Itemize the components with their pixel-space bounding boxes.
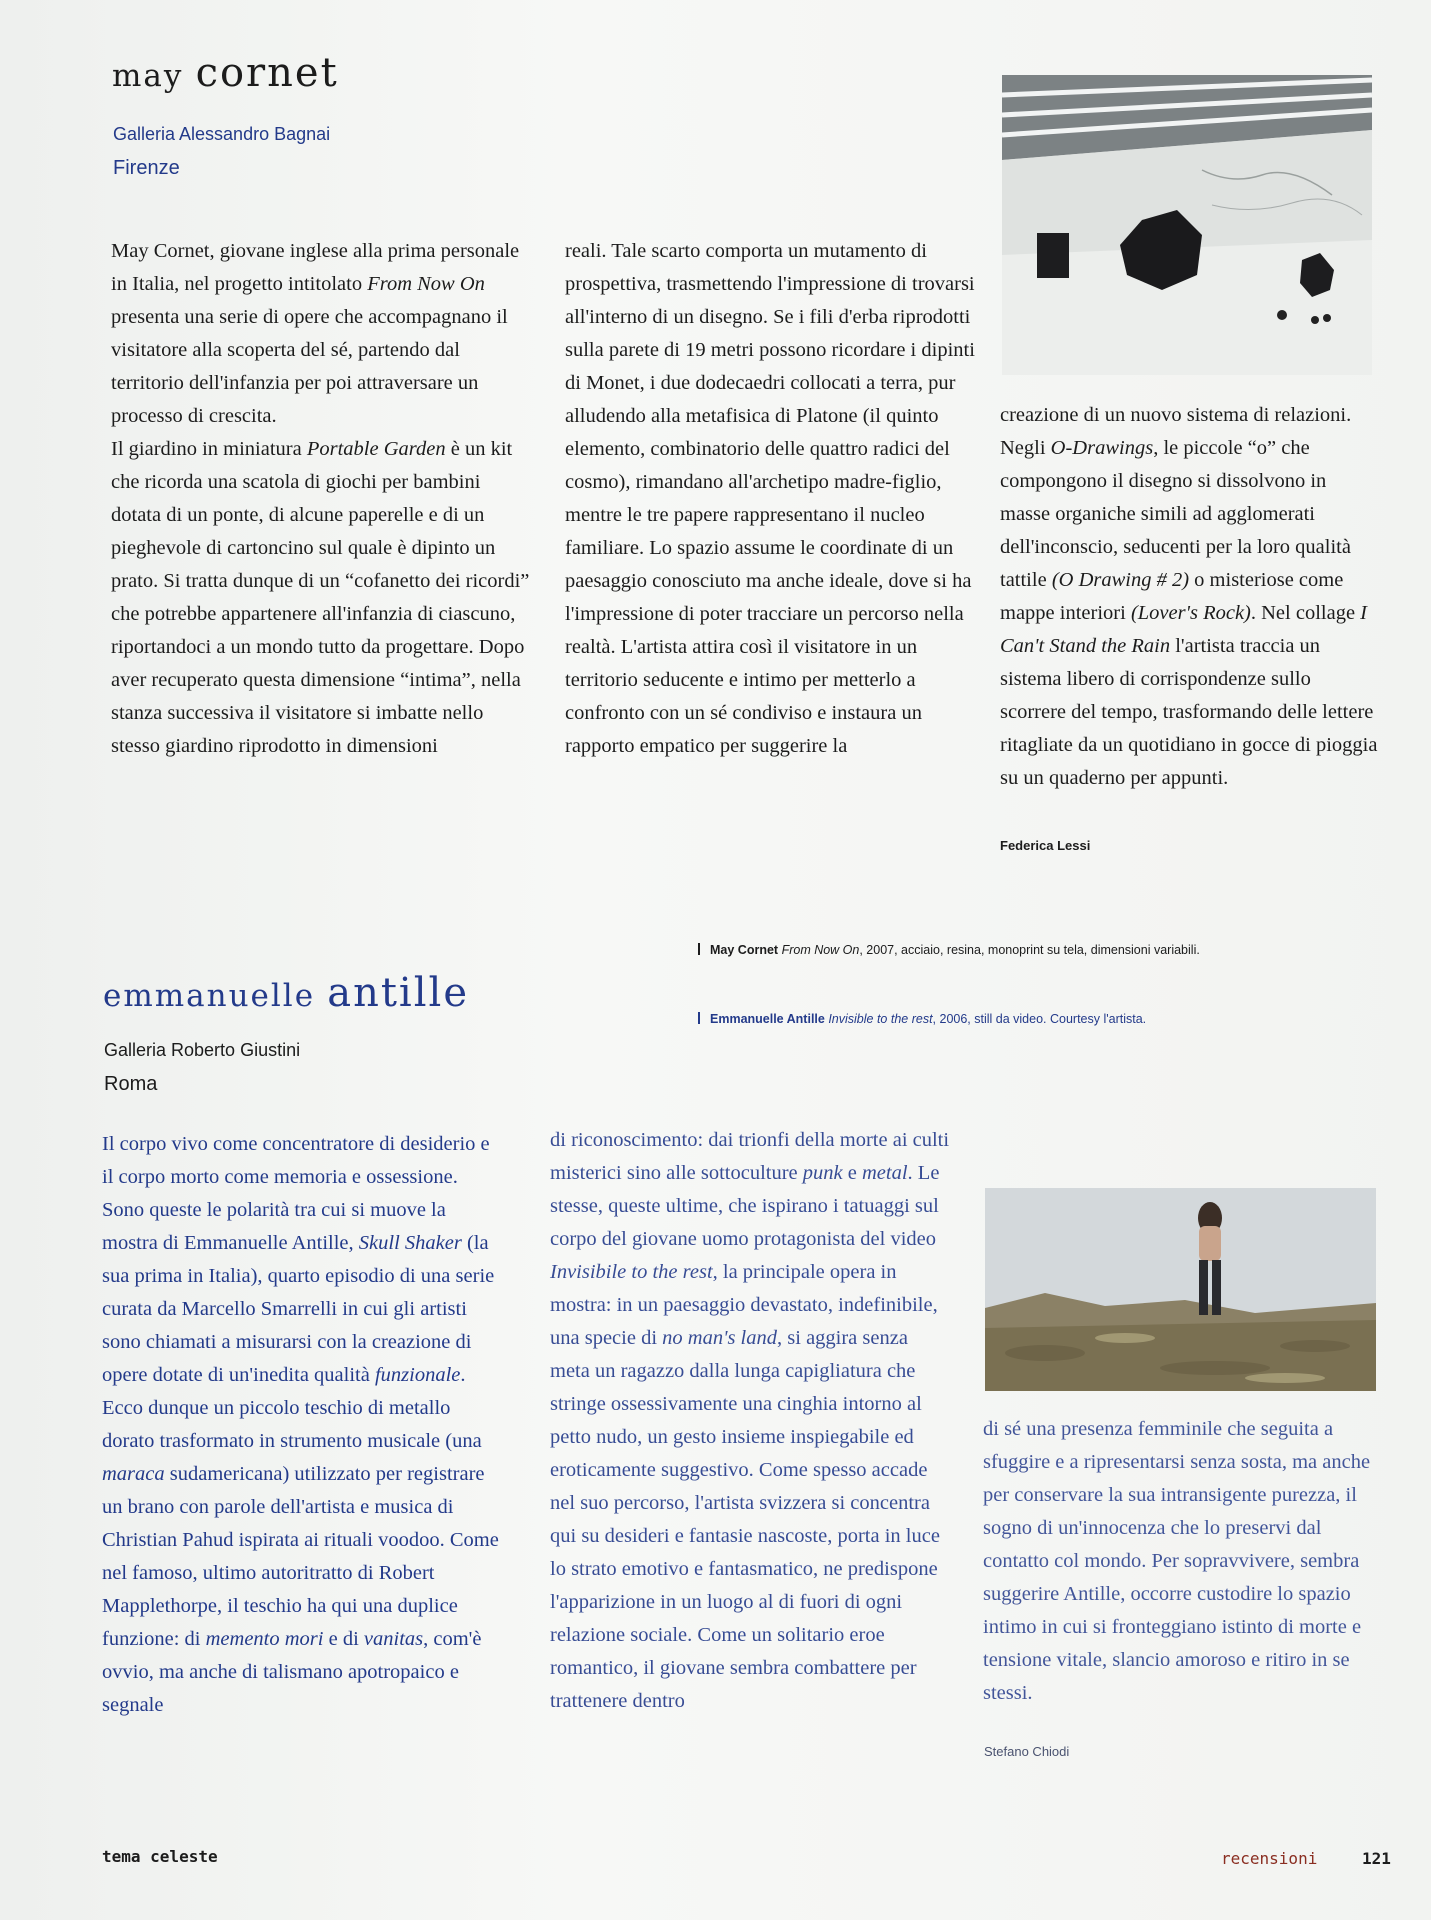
review2-column-1: Il corpo vivo come concentratore di desiderio e il corpo morto come memoria e ossessione. Sono queste le polarità tra cui si muove la mostra di Emmanuelle Antille, Skull Shaker (la sua prima in Italia), quarto episodio di una serie curata da Marcello Smarrelli in cui gli artisti sono chiamati a misurarsi con la creazione di opere dotate di un'inedita qualità funzionale. Ecco dunque un piccolo teschio di metallo dorato trasformato in strumento musicale (una maraca sudamericana) utilizzato per registrare un brano con parole dell'artista e musica di Christian Pahud ispirata ai rituali voodoo. Come nel famoso, ultimo autoritratto di Robert Mapplethorpe, il teschio ha qui una duplice funzione: di memento mori e di vanitas, com'è ovvio, ma anche di talismano apotropaico e segnale (102, 1133, 499, 1716)
magazine-name: tema celeste (102, 1847, 218, 1866)
review1-column-3: creazione di un nuovo sistema di relazioni. Negli O-Drawings, le piccole “o” che compongono il disegno si dissolvono in masse organiche simili ad agglomerati dell'inconscio, seducenti per la loro qualità tattile (O Drawing # 2) o misteriose come mappe interiori (Lover's Rock). Nel collage I Can't Stand the Rain l'artista traccia un sistema libero di corrispondenze sullo scorrere del tempo, trasformando delle lettere ritagliate da un quotidiano in gocce di pioggia su un quaderno per appunti. (1000, 404, 1378, 789)
title-first-name: emmanuelle (103, 978, 316, 1014)
review2-column-3: di sé una presenza femminile che seguita a sfuggire e a ripresentarsi senza sosta, ma anche per conservare la sua intransigente purezza, il sogno di un'innocenza che lo preservi dal contatto col mondo. Per sopravvivere, sembra suggerire Antille, occorre custodire lo spazio intimo in cui si fronteggiano istinto di morte e tensione vitale, slancio amoroso e ritiro in se stessi. (983, 1418, 1371, 1704)
photo-caption-may-cornet: May Cornet From Now On, 2007, acciaio, resina, monoprint su tela, dimensioni variabili. (698, 943, 1200, 957)
city-name: Roma (104, 1073, 158, 1095)
review2-column-2: di riconoscimento: dai trionfi della morte ai culti misterici sino alle sottoculture punk e metal. Le stesse, queste ultime, che ispirano i tatuaggi sul corpo del giovane uomo protagonista del video Invisibile to the rest, la principale opera in mostra: in un paesaggio devastato, indefinibile, una specie di no man's land, si aggira senza meta un ragazzo dalla lunga capigliatura che stringe ossessivamente una cinghia intorno al petto nudo, un gesto insieme inspiegabile ed eroticamente suggestivo. Come spesso accade nel suo percorso, l'artista svizzera si concentra qui su desideri e fantasie nascoste, porta in luce lo strato emotivo e fantasmatico, ne predispone l'apparizione in un luogo al di fuori di ogni relazione sociale. Come un solitario eroe romantico, il giovane sembra combattere per trattenere dentro (550, 1129, 950, 1712)
photo-caption-emmanuelle-antille: Emmanuelle Antille Invisible to the rest, 2006, still da video. Courtesy l'artista. (698, 1012, 1146, 1026)
review-title-emmanuelle-antille (103, 970, 469, 1016)
video-still-photo (985, 1188, 1376, 1391)
review-title-may-cornet (112, 50, 339, 96)
page-number: 121 (1362, 1849, 1391, 1868)
review1-column-2: reali. Tale scarto comporta un mutamento di prospettiva, trasmettendo l'impressione di trovarsi all'interno di un disegno. Se i fili d'erba riprodotti sulla parete di 19 metri possono ricordare i dipinti di Monet, i due dodecaedri collocati a terra, pur alludendo alla metafisica di Platone (il quinto elemento, combinatorio delle quattro radici del cosmo), rimandano all'archetipo madre-figlio, mentre le tre papere rappresentano il nucleo familiare. Lo spazio assume le coordinate di un paesaggio conosciuto ma anche ideale, dove si ha l'impressione di poter tracciare un percorso nella realtà. L'artista attira così il visitatore in un territorio seducente e intimo per metterlo a confronto con un sé condiviso e instaura un rapporto empatico per suggerire la (565, 240, 975, 757)
title-last-name: antille (327, 970, 469, 1016)
gallery-name: Galleria Roberto Giustini (104, 1040, 301, 1060)
review1-column-1: May Cornet, giovane inglese alla prima personale in Italia, nel progetto intitolato From Now On presenta una serie di opere che accompagnano il visitatore alla scoperta del sé, partendo dal territorio dell'infanzia per poi attraversare un processo di crescita. Il giardino in miniatura Portable Garden è un kit che ricorda una scatola di giochi per bambini dotata di un ponte, di alcune paperelle e di un pieghevole di cartoncino sul quale è dipinto un prato. Si tratta dunque di un “cofanetto dei ricordi” che potrebbe appartenere all'infanzia di ciascuno, riportandoci a un mondo tutto da progettare. Dopo aver recuperato questa dimensione “intima”, nella stanza successiva il visitatore si imbatte nello stesso giardino riprodotto in dimensioni (111, 240, 530, 757)
section-name: recensioni (1221, 1849, 1318, 1868)
title-first-name: may (112, 58, 184, 94)
title-last-name: cornet (195, 50, 339, 96)
author-signature: Federica Lessi (1000, 838, 1091, 853)
installation-photo (1002, 75, 1372, 375)
city-name: Firenze (113, 157, 180, 179)
gallery-name: Galleria Alessandro Bagnai (113, 124, 331, 144)
author-signature: Stefano Chiodi (984, 1744, 1070, 1759)
